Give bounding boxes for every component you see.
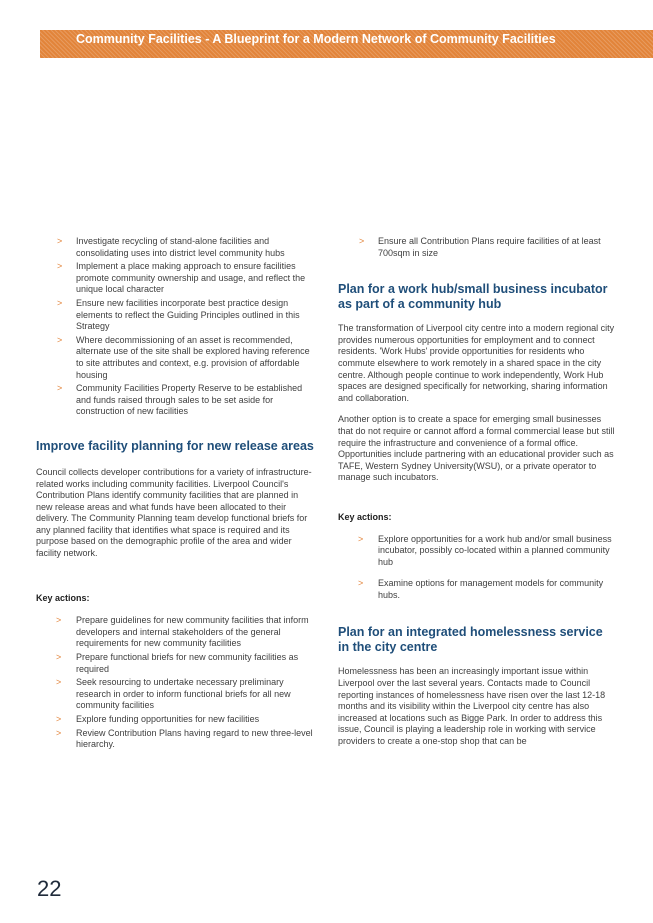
chevron-right-icon: > (56, 714, 62, 724)
chevron-right-icon: > (359, 236, 365, 246)
left-bullet-list (36, 236, 314, 418)
list-item: > Review Contribution Plans having regard to new three-level hierarchy. (56, 727, 313, 750)
page-number: 22 (37, 876, 62, 901)
right-column (338, 236, 616, 748)
list-item: > Implement a place making approach to ensure facilities promote community ownership and usage, and reflect the unique local character (57, 261, 306, 295)
chevron-right-icon: > (57, 334, 63, 345)
chevron-right-icon: > (57, 236, 63, 246)
list-item: > Community Facilities Property Reserve to be established and funds raised through sales to be set aside for construction of new facilities (57, 383, 303, 417)
left-key-actions-list (36, 615, 314, 751)
list-item: > Investigate recycling of stand-alone facilities and consolidating uses into district level community hubs (57, 236, 285, 258)
section-body-work-hub-1: The transformation of Liverpool city centre into a modern regional city provides numerous opportunities for employment and to connect residents. 'Work Hubs' provide opportunities for residents who commute elsewhere to work remotely in a shared space in the city centre. Although people continue to work independently, Work Hub spaces are designed specifically for networking, sharing information and collaboration. (338, 323, 615, 403)
left-column (36, 236, 314, 753)
list-item: > Examine options for management models for community hubs. (358, 578, 604, 600)
section-heading-facility-planning: Improve facility planning for new release areas (36, 438, 314, 453)
right-key-actions-list (338, 534, 616, 602)
list-item: > Explore opportunities for a work hub and/or small business incubator, possibly co-located within a planned community hub (358, 533, 612, 567)
list-item: > Prepare functional briefs for new community facilities as required (56, 652, 299, 674)
right-bullet-list (338, 236, 616, 259)
section-body-work-hub-2: Another option is to create a space for emerging small businesses that do not require or cannot afford a formal commercial lease but still require the infrastructure and convenience of a formal office. Opportunities include partnering with an educational provider such as TAFE, Western Sydney University(WSU), or a private operator to manage such incubators. (338, 414, 615, 483)
chevron-right-icon: > (57, 297, 63, 308)
list-item: > Seek resourcing to undertake necessary preliminary research in order to inform functional briefs for all new community facilities (56, 677, 291, 711)
chevron-right-icon: > (358, 533, 364, 544)
chevron-right-icon: > (57, 261, 63, 272)
chevron-right-icon: > (56, 727, 62, 738)
chevron-right-icon: > (56, 615, 62, 626)
section-heading-work-hub: Plan for a work hub/small business incubator as part of a community hub (338, 282, 608, 312)
section-body-facility-planning: Council collects developer contributions for a variety of infrastructure-related works including community facilities. Liverpool Council's Contribution Plans identify community facilities that are planned in new release areas and what funds have been allocated to their delivery. The Community Planning team develop functional briefs for any planned facility that identifies what space is required and its purpose based on the demographic profile of the area and wider facility network. (36, 466, 312, 559)
list-item: > Explore funding opportunities for new facilities (56, 714, 260, 724)
chevron-right-icon: > (358, 578, 364, 589)
list-item: > Prepare guidelines for new community facilities that inform developers and internal stakeholders of the general requirements for new community facilities (56, 615, 309, 649)
chevron-right-icon: > (57, 383, 63, 394)
chevron-right-icon: > (56, 652, 62, 663)
section-body-homelessness: Homelessness has been an increasingly important issue within Liverpool over the last several years. Contacts made to Council reporting instances of homelessness have risen over the last 12-18 months and its visibility within the Liverpool city centre has also increased at locations such as Bigge Park. In order to address this issue, Council is playing a leadership role in working with service providers to create a one-stop shop that can be (338, 666, 606, 747)
list-item: > Ensure new facilities incorporate best practice design elements to reflect the Guiding Principles outlined in this Strategy (57, 297, 300, 332)
document-header-banner (40, 30, 653, 58)
document-header-title: Community Facilities - A Blueprint for a Modern Network of Community Facilities (76, 32, 556, 46)
key-actions-label: Key actions: (36, 592, 90, 603)
list-item: > Where decommissioning of an asset is recommended, alternate use of the site shall be explored having reference to site attributes and context, e.g. provision of affordable housing (57, 334, 310, 380)
key-actions-label: Key actions: (338, 511, 392, 522)
list-item: > Ensure all Contribution Plans require facilities of at least 700sqm in size (359, 236, 601, 258)
section-heading-homelessness: Plan for an integrated homelessness service in the city centre (338, 625, 603, 655)
chevron-right-icon: > (56, 677, 62, 688)
